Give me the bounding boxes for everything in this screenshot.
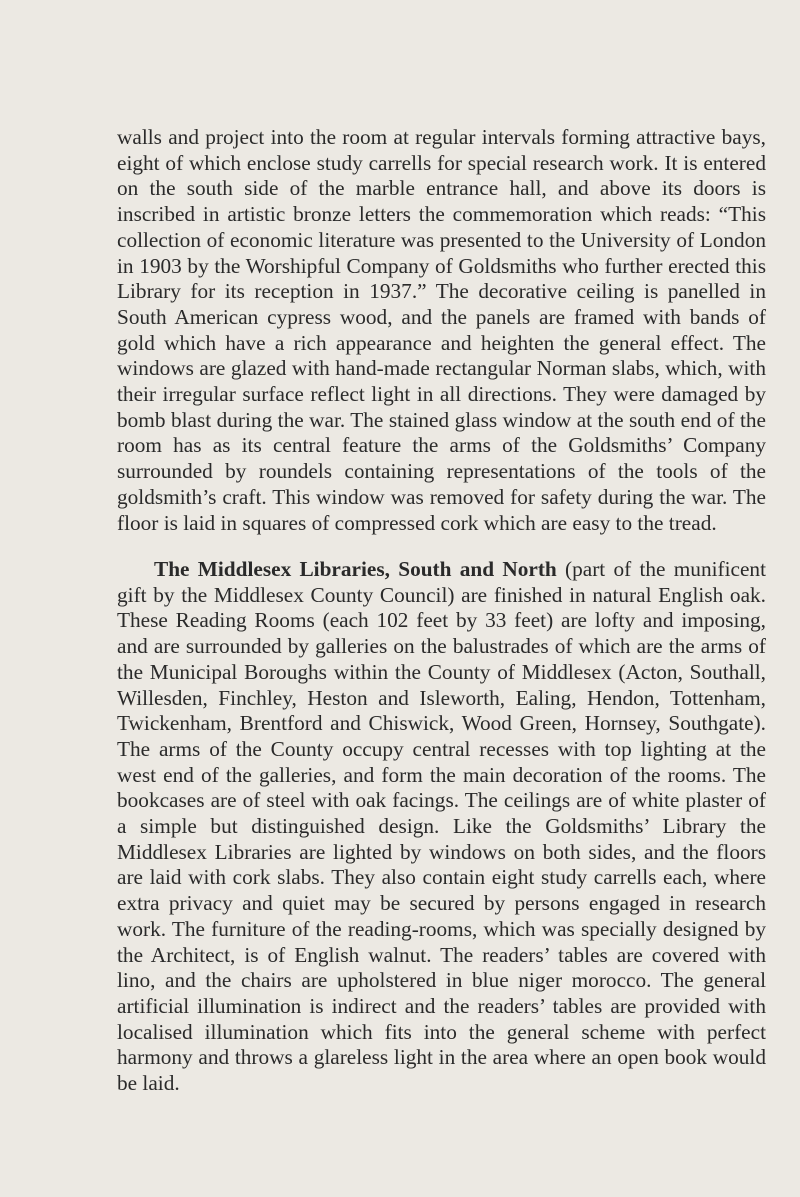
run-in-heading: The Middlesex Libraries, South and North: [154, 557, 557, 581]
paragraph-goldsmiths-library: walls and project into the room at regular intervals forming attractive bays, eight of which enclose study carrells for special research work. It is entered on the south side of the marble entrance hall, and above its doors is inscribed in artistic bronze letters the commemoration which reads: “This collection of economic literature was presented to the University of London in 1903 by the Worshipful Company of Goldsmiths who further erected this Library for its reception in 1937.” The decorative ceiling is panelled in South American cypress wood, and the panels are framed with bands of gold which have a rich appearance and heighten the general effect. The windows are glazed with hand-made rectangular Norman slabs, which, with their irregular surface reflect light in all directions. They were damaged by bomb blast during the war. The stained glass window at the south end of the room has as its central feature the arms of the Goldsmiths’ Company surrounded by roundels containing representations of the tools of the goldsmith’s craft. This window was removed for safety during the war. The floor is laid in squares of compressed cork which are easy to the tread.: [117, 125, 766, 535]
paragraph-body: (part of the munificent gift by the Middlesex County Council) are finished in natural English oak. These Reading Rooms (each 102 feet by 33 feet) are lofty and imposing, and are surrounded by galleries on the balustrades of which are the arms of the Municipal Boroughs within the County of Middlesex (Acton, Southall, Willesden, Finchley, Heston and Isleworth, Ealing, Hendon, Tottenham, Twickenham, Brentford and Chiswick, Wood Green, Hornsey, Southgate). The arms of the County occupy central recesses with top lighting at the west end of the galleries, and form the main decoration of the rooms. The bookcases are of steel with oak facings. The ceilings are of white plaster of a simple but distinguished design. Like the Goldsmiths’ Library the Middlesex Libraries are lighted by windows on both sides, and the floors are laid with cork slabs. They also contain eight study carrells each, where extra privacy and quiet may be secured by persons engaged in research work. The furniture of the reading-rooms, which was specially designed by the Architect, is of English walnut. The readers’ tables are covered with lino, and the chairs are upholstered in blue niger morocco. The general artificial illumination is indirect and the readers’ tables are provided with localised illumination which fits into the general scheme with perfect harmony and throws a glareless light in the area where an open book would be laid.: [117, 557, 766, 1096]
paragraph-middlesex-libraries: [117, 557, 766, 1097]
